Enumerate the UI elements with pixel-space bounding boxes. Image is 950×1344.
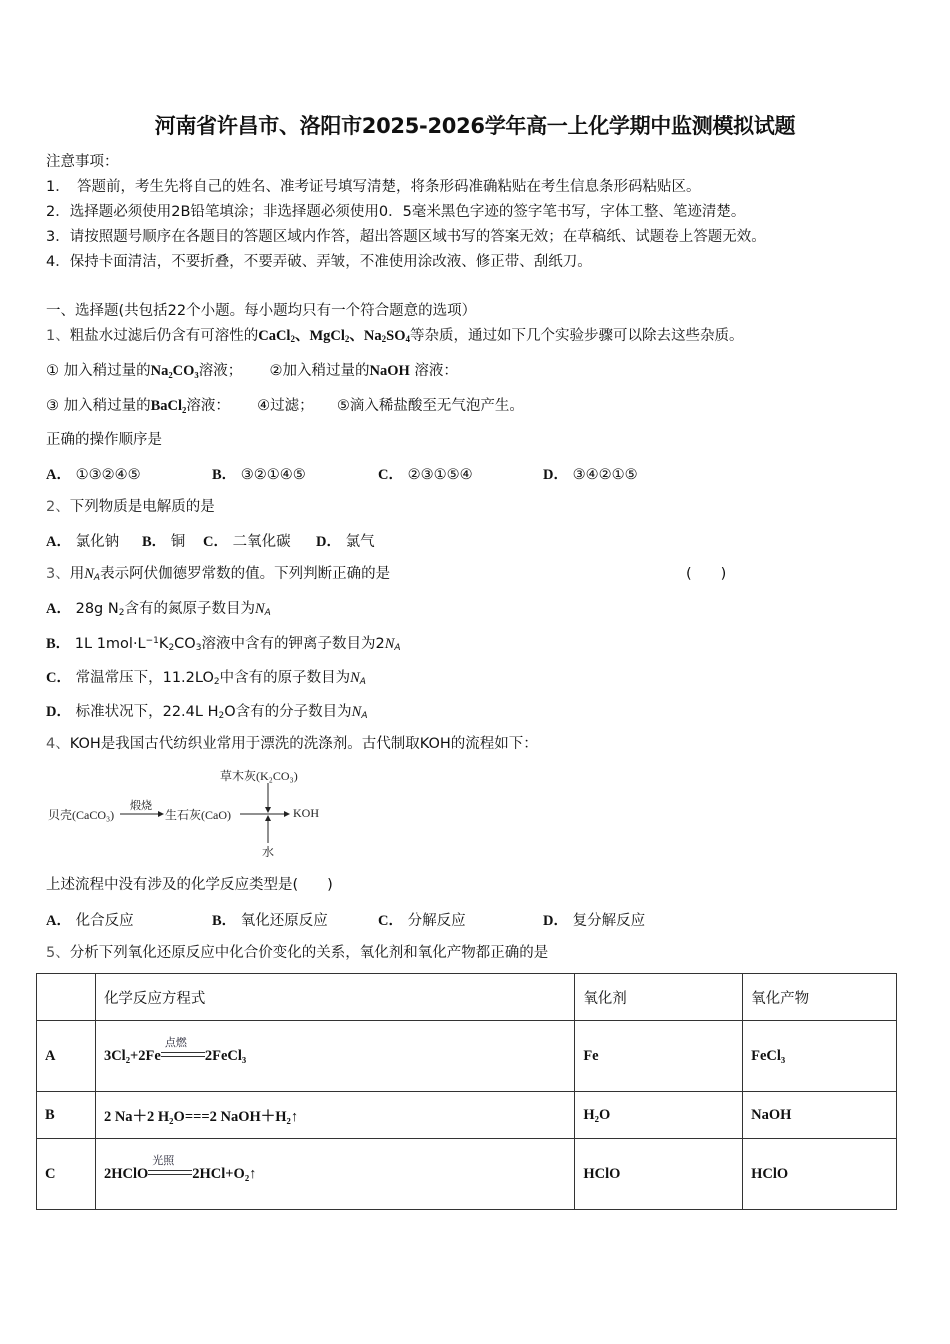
question-2-stem: 2、下列物质是电解质的是	[46, 499, 215, 515]
header-cell-equation: 化学反应方程式	[95, 974, 574, 1021]
q2-option-d[interactable]: D． 氯气	[316, 534, 375, 550]
answer-blank[interactable]: ( )	[686, 566, 727, 582]
question-3-stem: 3、用$N_A$表示阿伏伽德罗常数的值。下列判断正确的是	[46, 566, 391, 583]
redox-table	[36, 973, 897, 1210]
row-oxidation-product: HClO	[743, 1139, 897, 1210]
question-1-prompt: 正确的操作顺序是	[46, 432, 162, 448]
q4-option-c[interactable]: C． 分解反应	[378, 913, 466, 929]
q2-option-c[interactable]: C． 二氧化碳	[203, 534, 291, 550]
question-5-stem: 5、分析下列氧化还原反应中化合价变化的关系，氧化剂和氧化产物都正确的是	[46, 945, 549, 961]
q4-option-d[interactable]: D． 复分解反应	[543, 913, 646, 929]
row-oxidation-product: NaOH	[743, 1092, 897, 1139]
reaction-condition: 点燃	[161, 1048, 205, 1064]
table-header-row	[37, 974, 897, 1021]
notice-item-4: 4．保持卡面清洁，不要折叠，不要弄破、弄皱，不准使用涂改液、修正带、刮纸刀。	[46, 254, 592, 270]
flow-arrow-label: 煅烧	[130, 800, 152, 812]
row-oxidation-product: FeCl₃	[743, 1021, 897, 1092]
row-equation: 3Cl₂+2Fe 点燃 2FeCl₃	[95, 1021, 574, 1092]
flow-arrows-icon	[40, 763, 340, 863]
q3-option-d[interactable]: D． 标准状况下，22.4L $H_2O$含有的分子数目为$N_A$	[46, 704, 368, 721]
koh-process-flow-diagram	[40, 763, 340, 863]
q3-option-b[interactable]: B． 1L $1mol\cdot L^{-1}K_2CO_3$溶液中含有的钾离子数目为$2N_A$	[46, 636, 401, 653]
q1-option-a[interactable]: A． ①③②④⑤	[46, 467, 141, 483]
row-equation: 2HClO 光照 2HCl+O₂↑	[95, 1139, 574, 1210]
q3-option-c[interactable]: C． 常温常压下，$11.2LO_2$中含有的原子数目为$N_A$	[46, 670, 366, 687]
header-cell-oxidation-product: 氧化产物	[743, 974, 897, 1021]
row-oxidant: H₂O	[575, 1092, 743, 1139]
row-oxidant: Fe	[575, 1021, 743, 1092]
q3-option-a[interactable]: A． 28g $N_2$含有的氮原子数目为$N_A$	[46, 601, 271, 618]
page-title: 河南省许昌市、洛阳市2025-2026学年高一上化学期中监测模拟试题	[154, 114, 796, 138]
header-cell-oxidant: 氧化剂	[575, 974, 743, 1021]
table-row[interactable]	[37, 1092, 897, 1139]
notice-heading: 注意事项：	[46, 154, 119, 170]
flow-start: 贝壳(CaCO₃)	[48, 808, 115, 822]
notice-item-1: 1． 答题前，考生先将自己的姓名、准考证号填写清楚，将条形码准确粘贴在考生信息条形码粘贴区。	[46, 179, 701, 195]
table-row[interactable]	[37, 1139, 897, 1210]
q1-option-d[interactable]: D． ③④②①⑤	[543, 467, 638, 483]
q4-option-a[interactable]: A． 化合反应	[46, 913, 134, 929]
row-label: A	[37, 1021, 96, 1092]
question-1-stem: 1、粗盐水过滤后仍含有可溶性的CaCl$_2$、MgCl$_2$、$Na_2SO_4$等杂质，通过如下几个实验步骤可以除去这些杂质。	[46, 328, 744, 344]
question-number: 1、	[46, 328, 70, 344]
row-label: B	[37, 1092, 96, 1139]
notice-item-2: 2．选择题必须使用2B铅笔填涂；非选择题必须使用0．5毫米黑色字迹的签字笔书写，字体工整、笔迹清楚。	[46, 204, 746, 220]
reaction-condition: 光照	[148, 1166, 192, 1182]
flow-top-input: 草木灰(K₂CO₃)	[220, 769, 298, 783]
flow-bottom-input: 水	[262, 845, 275, 859]
flow-middle: 生石灰(CaO)	[165, 808, 231, 822]
table-row[interactable]	[37, 1021, 897, 1092]
header-cell-label	[37, 974, 96, 1021]
row-label: C	[37, 1139, 96, 1210]
row-oxidant: HClO	[575, 1139, 743, 1210]
row-equation: 2 Na＋2 H₂O===2 NaOH＋H₂↑	[95, 1092, 574, 1139]
notice-item-3: 3．请按照题号顺序在各题目的答题区域内作答，超出答题区域书写的答案无效；在草稿纸、试题卷上答题无效。	[46, 229, 766, 245]
q2-option-b[interactable]: B． 铜	[142, 534, 186, 550]
q1-option-c[interactable]: C． ②③①⑤④	[378, 467, 473, 483]
section-heading: 一、选择题(共包括22个小题。每小题均只有一个符合题意的选项）	[46, 303, 477, 319]
question-1-steps-row-1: ① 加入稍过量的Na₂CO₃溶液； ②加入稍过量的NaOH 溶液：	[46, 363, 458, 379]
q1-option-b[interactable]: B． ③②①④⑤	[212, 467, 306, 483]
q4-option-b[interactable]: B． 氧化还原反应	[212, 913, 328, 929]
q2-option-a[interactable]: A． 氯化钠	[46, 534, 120, 550]
question-4-stem: 4、KOH是我国古代纺织业常用于漂洗的洗涤剂。古代制取KOH的流程如下：	[46, 736, 538, 752]
flow-product: KOH	[293, 806, 319, 820]
question-4-prompt: 上述流程中没有涉及的化学反应类型是( )	[46, 877, 333, 893]
question-1-steps-row-2: ③ 加入稍过量的BaCl₂溶液： ④过滤； ⑤滴入稀盐酸至无气泡产生。	[46, 398, 524, 414]
